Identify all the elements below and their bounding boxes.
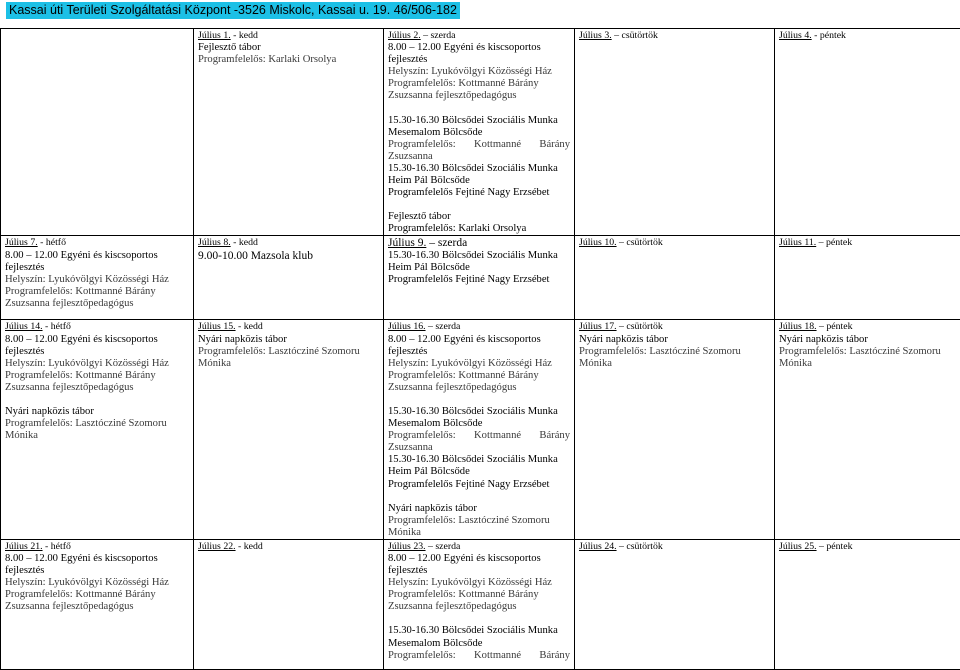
day-label: Július 1. - kedd <box>198 30 379 42</box>
cell-july-14: Július 14. - hétfő 8.00 – 12.00 Egyéni és kiscsoportos fejlesztés Helyszín: Lyukóvölgyi Közösségi Ház Programfelelős: Kottmanné Bárány Zsuzsanna fejlesztőpedagógus Nyári napközis tábor Programfelelős: Lasztócziné Szomoru Mónika <box>1 320 194 540</box>
cell-july-23: Július 23. – szerda 8.00 – 12.00 Egyéni és kiscsoportos fejlesztés Helyszín: Lyukóvölgyi Közösségi Ház Programfelelős: Kottmanné Bárány Zsuzsanna fejlesztőpedagógus 15.30-16.30 Bölcsődei Szociális Munka Mesemalom Bölcsőde Programfelelős: Kottmanné Bárány <box>384 539 575 669</box>
cell-july-10: Július 10. – csütörtök <box>575 236 775 320</box>
event-title: Fejlesztő tábor <box>198 42 379 54</box>
cell-july-8: Július 8. - kedd 9.00-10.00 Mazsola klub <box>194 236 384 320</box>
week-row-4 <box>1 539 960 669</box>
cell-july-21: Július 21. - hétfő 8.00 – 12.00 Egyéni és kiscsoportos fejlesztés Helyszín: Lyukóvölgyi Közösségi Ház Programfelelős: Kottmanné Bárány Zsuzsanna fejlesztőpedagógus <box>1 539 194 669</box>
cell-july-22: Július 22. - kedd <box>194 539 384 669</box>
schedule-table <box>0 28 960 670</box>
cell-empty <box>1 29 194 236</box>
cell-july-24: Július 24. – csütörtök <box>575 539 775 669</box>
cell-july-11: Július 11. – péntek <box>775 236 960 320</box>
cell-july-4: Július 4. - péntek <box>775 29 960 236</box>
cell-july-15: Július 15. - kedd Nyári napközis tábor Programfelelős: Lasztócziné Szomoru Mónika <box>194 320 384 540</box>
day-label: Július 2. – szerda <box>388 30 570 42</box>
week-row-1 <box>1 29 960 236</box>
cell-july-3: Július 3. – csütörtök <box>575 29 775 236</box>
cell-july-7: Július 7. - hétfő 8.00 – 12.00 Egyéni és kiscsoportos fejlesztés Helyszín: Lyukóvölgyi Közösségi Ház Programfelelős: Kottmanné Bárány Zsuzsanna fejlesztőpedagógus <box>1 236 194 320</box>
event-owner: Programfelelős: Karlaki Orsolya <box>198 54 379 66</box>
cell-july-18: Július 18. – péntek Nyári napközis tábor Programfelelős: Lasztócziné Szomoru Mónika <box>775 320 960 540</box>
week-row-2 <box>1 236 960 320</box>
cell-july-2: Július 2. – szerda 8.00 – 12.00 Egyéni és kiscsoportos fejlesztés Helyszín: Lyukóvölgyi Közösségi Ház Programfelelős: Kottmanné Bárány Zsuzsanna fejlesztőpedagógus 15.30-16.30 Bölcsődei Szociális Munka Mesemalom Bölcsőde Programfelelős: Kottmanné Bárány Zsuzsanna 15.30-16.30 Bölcsődei Szociális Munka Heim Pál Bölcsőde Programfelelős Fejtiné Nagy Erzsébet Fejlesztő tábor Programfelelős: Karlaki Orsolya <box>384 29 575 236</box>
cell-july-9: Július 9. – szerda 15.30-16.30 Bölcsődei Szociális Munka Heim Pál Bölcsőde Programfelelős Fejtiné Nagy Erzsébet <box>384 236 575 320</box>
cell-july-16: Július 16. – szerda 8.00 – 12.00 Egyéni és kiscsoportos fejlesztés Helyszín: Lyukóvölgyi Közösségi Ház Programfelelős: Kottmanné Bárány Zsuzsanna fejlesztőpedagógus 15.30-16.30 Bölcsődei Szociális Munka Mesemalom Bölcsőde Programfelelős: Kottmanné Bárány Zsuzsanna 15.30-16.30 Bölcsődei Szociális Munka Heim Pál Bölcsőde Programfelelős Fejtiné Nagy Erzsébet Nyári napközis tábor Programfelelős: Lasztócziné Szomoru Mónika <box>384 320 575 540</box>
week-row-3 <box>1 320 960 540</box>
cell-july-1 <box>194 29 384 236</box>
cell-july-25: Július 25. – péntek <box>775 539 960 669</box>
cell-july-17: Július 17. – csütörtök Nyári napközis tábor Programfelelős: Lasztócziné Szomoru Mónika <box>575 320 775 540</box>
page-header: Kassai úti Területi Szolgáltatási Központ -3526 Miskolc, Kassai u. 19. 46/506-182 <box>6 2 460 19</box>
